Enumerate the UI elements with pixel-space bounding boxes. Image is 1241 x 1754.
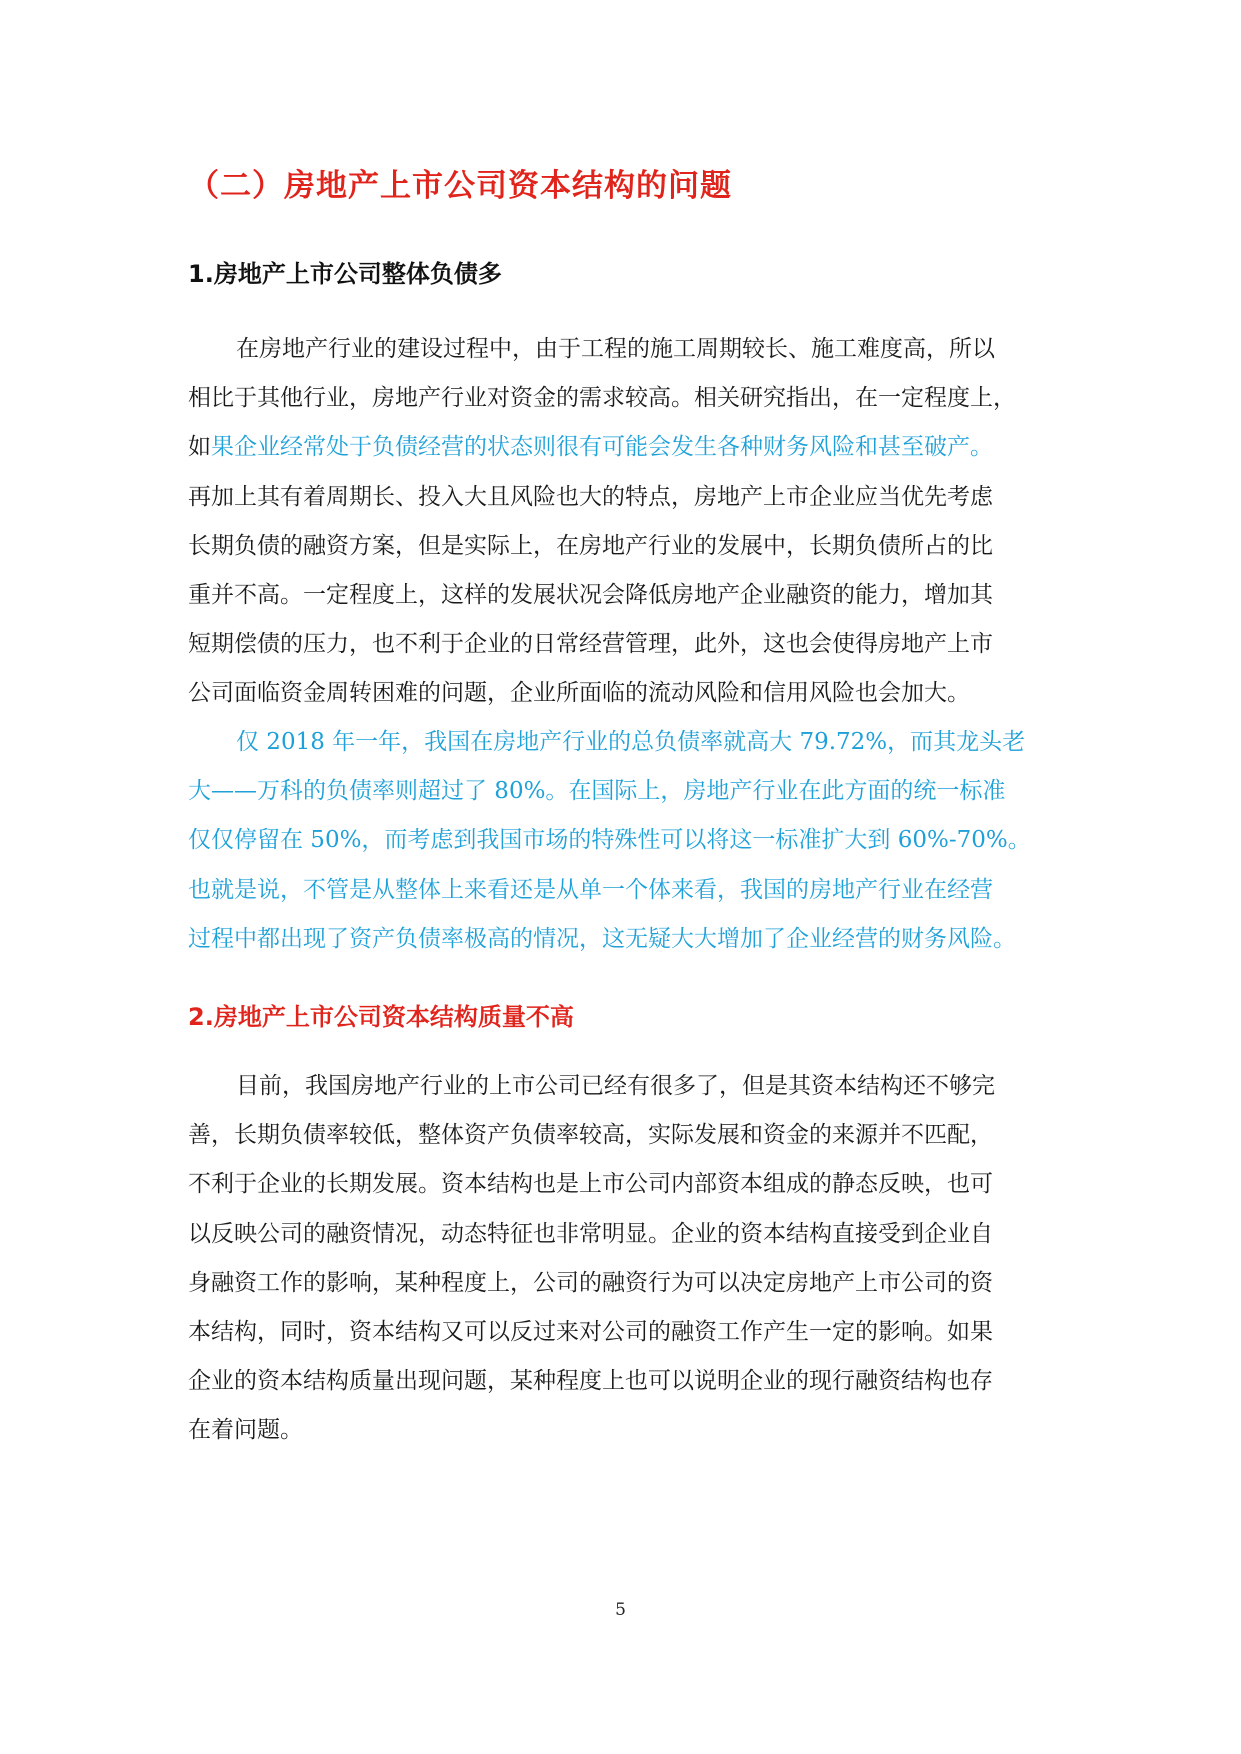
text-line: 在房地产行业的建设过程中，由于工程的施工周期较长、施工难度高，所以 bbox=[236, 336, 995, 362]
text-line-mixed bbox=[188, 423, 1058, 472]
text-line: 重并不高。一定程度上，这样的发展状况会降低房地产企业融资的能力，增加其 bbox=[188, 582, 993, 609]
text-line: 长期负债的融资方案，但是实际上，在房地产行业的发展中，长期负债所占的比 bbox=[188, 532, 993, 559]
text-line: 短期偿债的压力，也不利于企业的日常经营管理，此外，这也会使得房地产上市 bbox=[188, 631, 993, 658]
text-line: 企业的资本结构质量出现问题，某种程度上也可以说明企业的现行融资结构也存 bbox=[188, 1368, 993, 1395]
text-line: 身融资工作的影响，某种程度上，公司的融资行为可以决定房地产上市公司的资 bbox=[188, 1269, 993, 1296]
text-fragment: 如 bbox=[188, 434, 211, 461]
highlighted-text-line: 仅 2018 年一年，我国在房地产行业的总负债率就高大 79.72%，而其龙头老 bbox=[236, 729, 1026, 755]
highlighted-text-line: 也就是说，不管是从整体上来看还是从单一个体来看，我国的房地产行业在经营 bbox=[188, 876, 993, 903]
text-line: 相比于其他行业，房地产行业对资金的需求较高。相关研究指出，在一定程度上， bbox=[188, 385, 1016, 412]
subheading-capital-structure-quality: 2.房地产上市公司资本结构质量不高 bbox=[188, 1003, 574, 1031]
text-line: 再加上其有着周期长、投入大且风险也大的特点，房地产上市企业应当优先考虑 bbox=[188, 483, 993, 510]
text-line: 以反映公司的融资情况，动态特征也非常明显。企业的资本结构直接受到企业自 bbox=[188, 1220, 993, 1247]
paragraph-capital-structure bbox=[188, 1062, 1058, 1456]
page-number: 5 bbox=[615, 1600, 626, 1620]
subheading-overall-debt: 1.房地产上市公司整体负债多 bbox=[188, 260, 502, 288]
paragraph-debt-ratio-highlight bbox=[188, 718, 1058, 964]
text-line: 公司面临资金周转困难的问题，企业所面临的流动风险和信用风险也会加大。 bbox=[188, 680, 970, 707]
highlighted-text-line: 过程中都出现了资产负债率极高的情况，这无疑大大增加了企业经营的财务风险。 bbox=[188, 925, 1016, 952]
section-title: （二）房地产上市公司资本结构的问题 bbox=[188, 168, 732, 204]
highlighted-text: 果企业经常处于负债经营的状态则很有可能会发生各种财务风险和甚至破产。 bbox=[211, 434, 993, 461]
highlighted-text-line: 仅仅停留在 50%，而考虑到我国市场的特殊性可以将这一标准扩大到 60%-70%。 bbox=[188, 827, 1031, 854]
paragraph-overall-debt bbox=[188, 325, 1058, 719]
text-line: 不利于企业的长期发展。资本结构也是上市公司内部资本组成的静态反映，也可 bbox=[188, 1171, 993, 1198]
text-line: 善，长期负债率较低，整体资产负债率较高，实际发展和资金的来源并不匹配， bbox=[188, 1122, 993, 1149]
highlighted-text-line: 大——万科的负债率则超过了 80%。在国际上，房地产行业在此方面的统一标准 bbox=[188, 778, 1006, 805]
text-line: 目前，我国房地产行业的上市公司已经有很多了，但是其资本结构还不够完 bbox=[236, 1073, 995, 1099]
text-line: 本结构，同时，资本结构又可以反过来对公司的融资工作产生一定的影响。如果 bbox=[188, 1319, 993, 1346]
text-line: 在着问题。 bbox=[188, 1417, 303, 1444]
